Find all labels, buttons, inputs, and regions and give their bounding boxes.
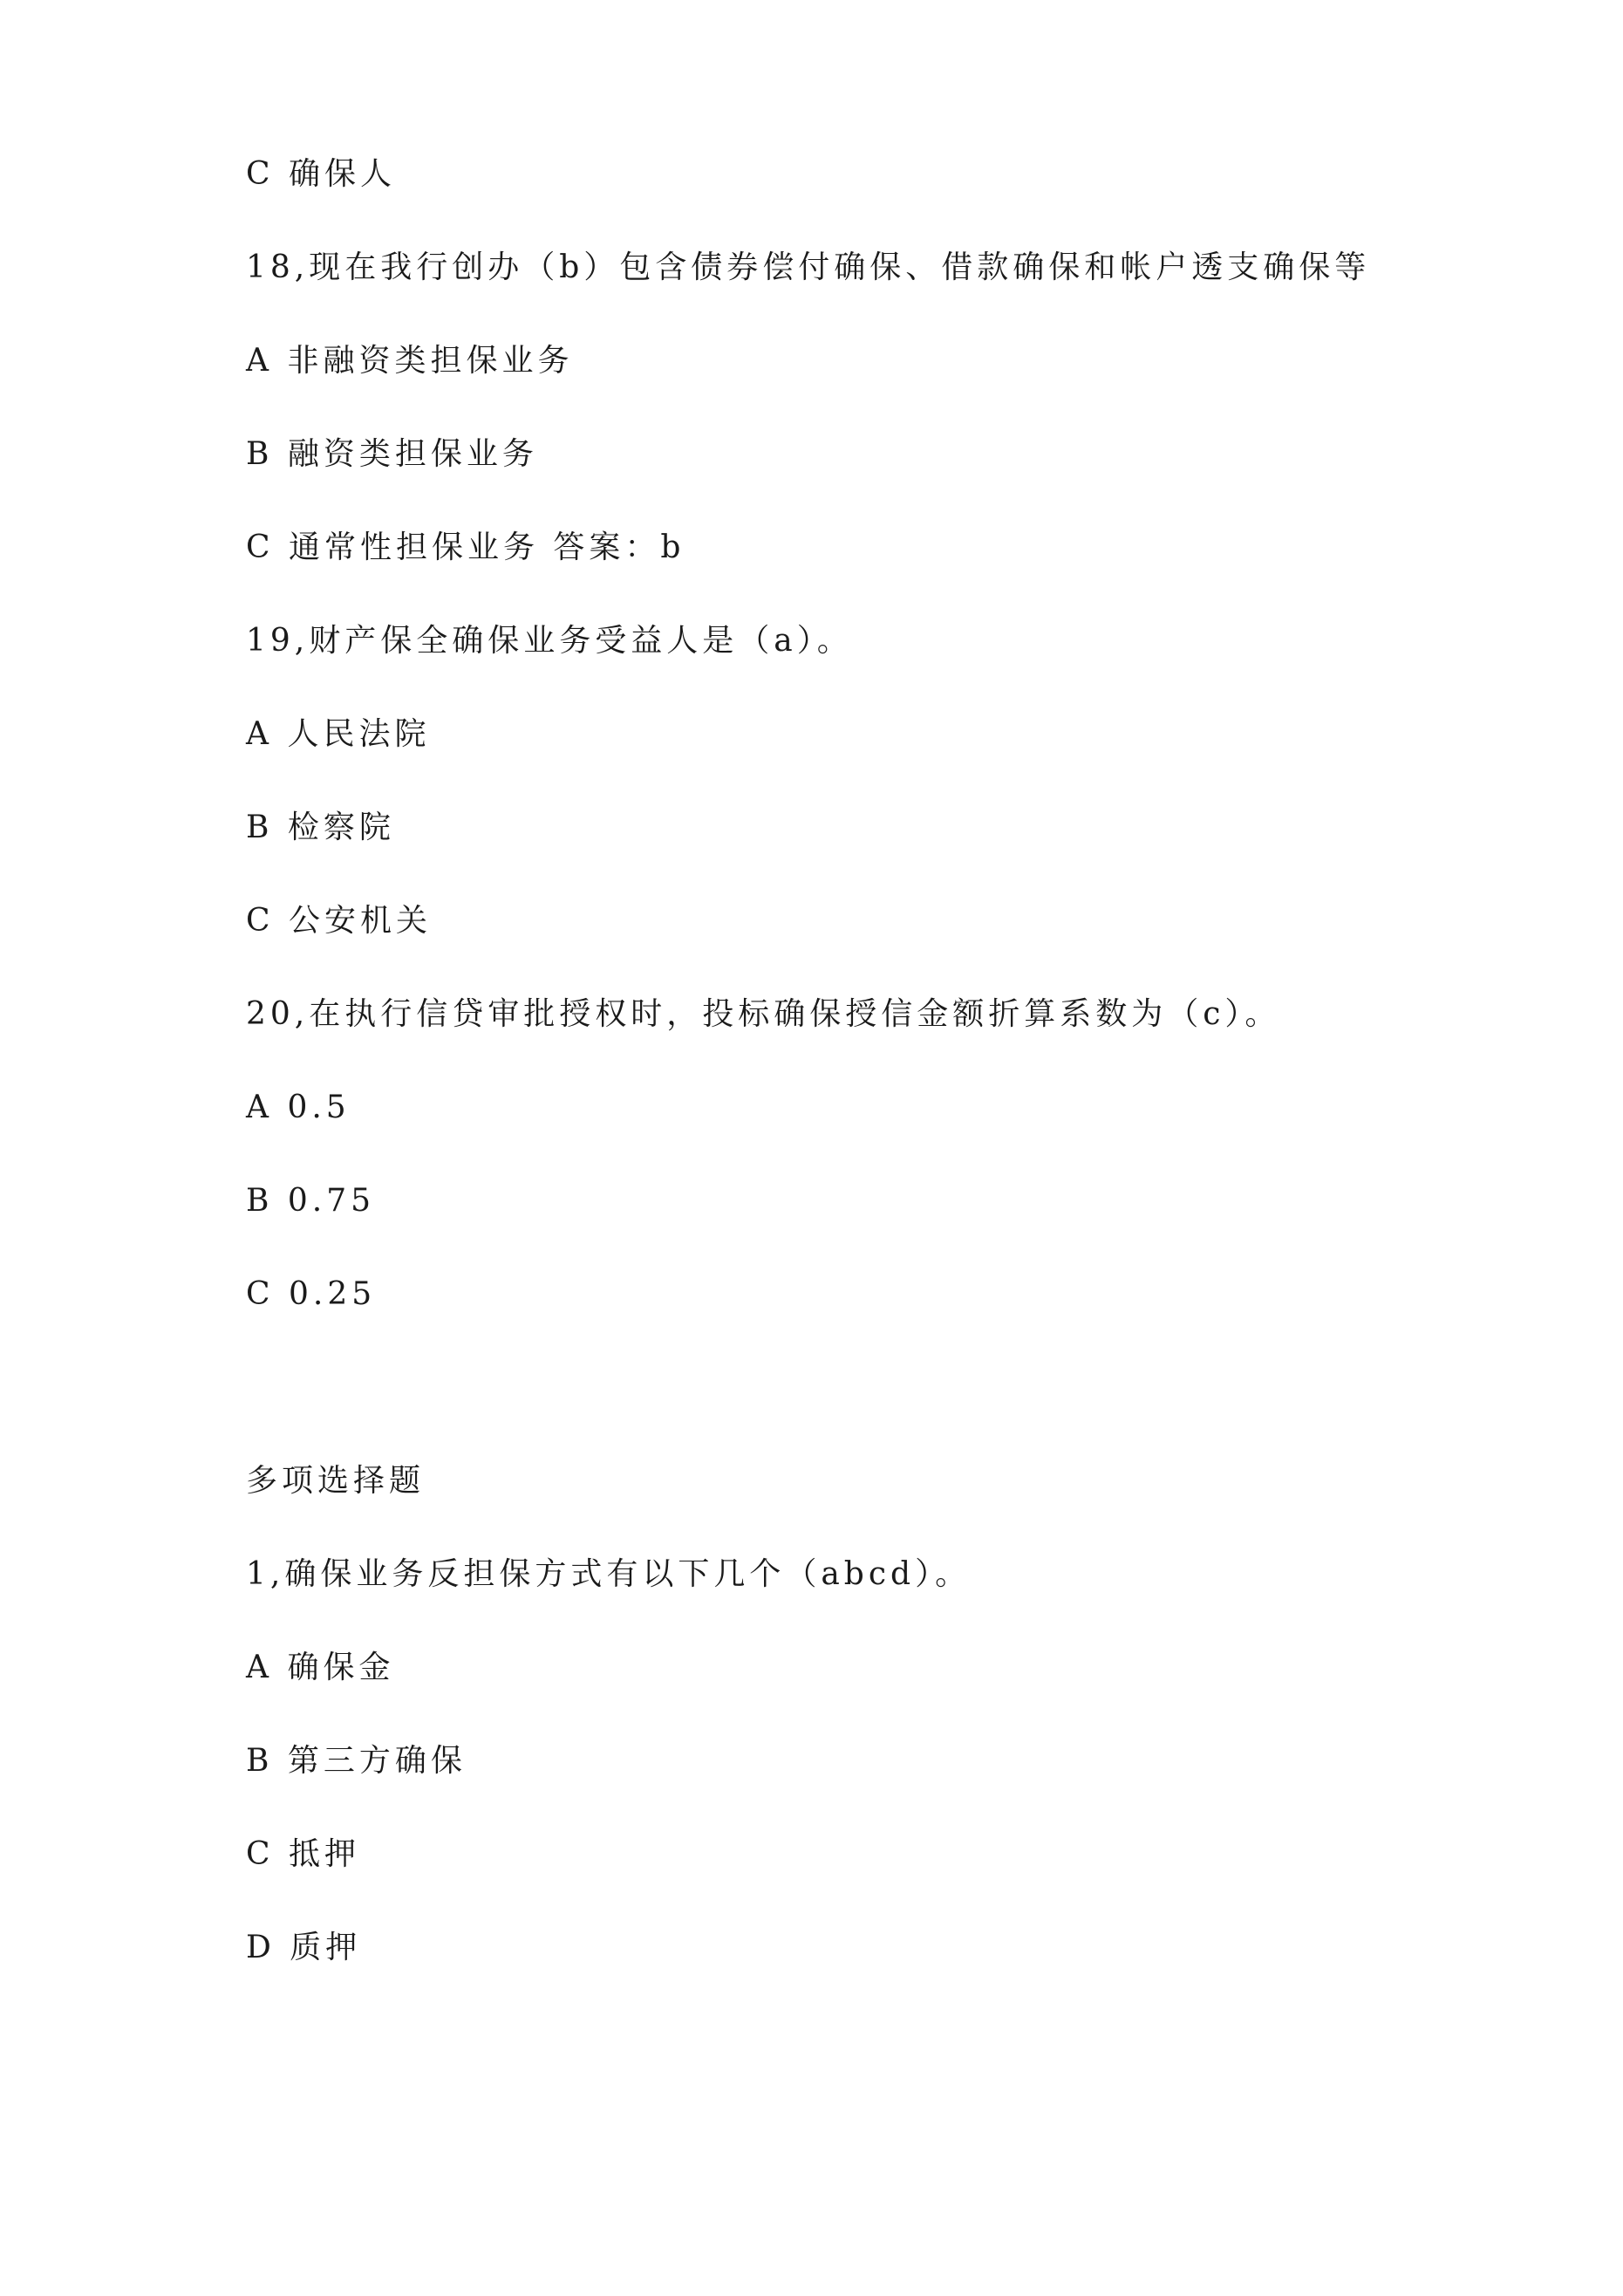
option-line: D 质押 bbox=[246, 1930, 362, 1965]
option-line: B 0.75 bbox=[246, 1183, 376, 1219]
option-line: A 非融资类担保业务 bbox=[246, 343, 574, 379]
option-line: B 检察院 bbox=[246, 810, 395, 845]
option-line: A 0.5 bbox=[246, 1090, 351, 1125]
question-line: 18,现在我行创办（b）包含债券偿付确保、借款确保和帐户透支确保等 bbox=[246, 249, 1371, 285]
option-line: B 第三方确保 bbox=[246, 1743, 467, 1779]
option-line: A 确保金 bbox=[246, 1650, 395, 1685]
option-line: B 融资类担保业务 bbox=[246, 436, 538, 472]
question-line: 19,财产保全确保业务受益人是（a）。 bbox=[246, 623, 853, 659]
option-line: C 通常性担保业务 答案：b bbox=[246, 530, 685, 565]
question-line: 20,在执行信贷审批授权时，投标确保授信金额折算系数为（c）。 bbox=[246, 996, 1281, 1032]
section-heading: 多项选择题 bbox=[246, 1463, 426, 1499]
option-line: A 人民法院 bbox=[246, 716, 431, 752]
option-line: C 公安机关 bbox=[246, 903, 432, 939]
question-line: 1,确保业务反担保方式有以下几个（abcd）。 bbox=[246, 1556, 972, 1592]
option-line: C 确保人 bbox=[246, 156, 396, 192]
option-line: C 0.25 bbox=[246, 1276, 377, 1312]
option-line: C 抵押 bbox=[246, 1836, 360, 1872]
